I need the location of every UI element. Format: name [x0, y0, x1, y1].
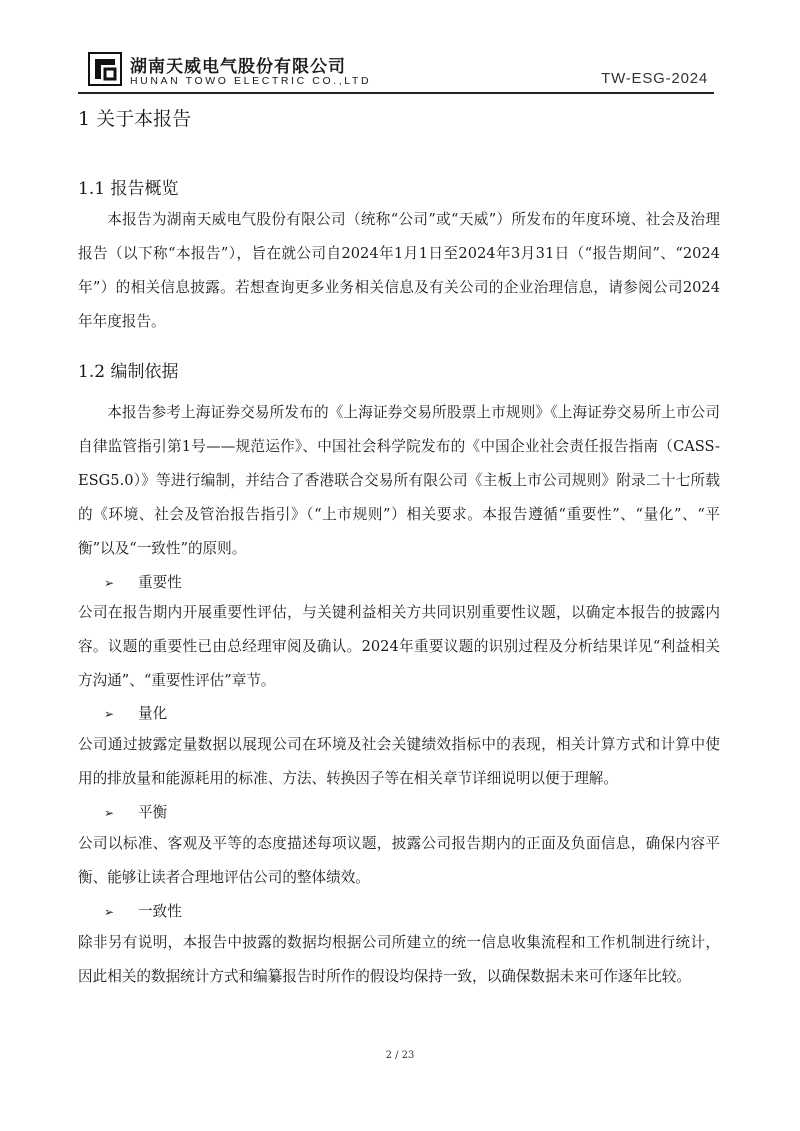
principle-text: 公司以标准、客观及平等的态度描述每项议题，披露公司报告期内的正面及负面信息，确保内容平衡、能够让读者合理地评估公司的整体绩效。 [78, 835, 720, 886]
section-1-2-title: 1.2 编制依据 [78, 362, 179, 382]
section-1-2-paragraph: 本报告参考上海证券交易所发布的《上海证券交易所股票上市规则》《上海证券交易所上市公司自律监管指引第1号——规范运作》、中国社会科学院发布的《中国企业社会责任报告指南（CASS-ESG5.0）》等进行编制，并结合了香港联合交易所有限公司《主板上市公司规则》附录二十七所载的《环境、社会及管治报告指引》（“上市规则”）相关要求。本报告遵循“重要性”、“量化”、“平衡”以及“一致性”的原则。 [78, 404, 720, 557]
principle-label: 平衡 [138, 804, 168, 821]
principle-label: 一致性 [138, 903, 182, 920]
arrow-bullet-icon: ➢ [104, 905, 115, 919]
section-1-1-title: 1.1 报告概览 [78, 179, 179, 199]
company-name-cn: 湖南天威电气股份有限公司 [130, 57, 346, 77]
arrow-bullet-icon: ➢ [104, 806, 115, 820]
principle-text: 除非另有说明，本报告中披露的数据均根据公司所建立的统一信息收集流程和工作机制进行统计，因此相关的数据统计方式和编纂报告时所作的假设均保持一致，以确保数据未来可作逐年比较。 [78, 934, 720, 985]
arrow-bullet-icon: ➢ [104, 707, 115, 721]
principle-text: 公司在报告期内开展重要性评估，与关键利益相关方共同识别重要性议题，以确定本报告的披露内容。议题的重要性已由总经理审阅及确认。2024年重要议题的识别过程及分析结果详见“利益相关方沟通”、“重要性评估”章节。 [78, 604, 720, 689]
principle-text: 公司通过披露定量数据以展现公司在环境及社会关键绩效指标中的表现，相关计算方式和计算中使用的排放量和能源耗用的标准、方法、转换因子等在相关章节详细说明以便于理解。 [78, 736, 720, 787]
header-divider [78, 92, 714, 94]
document-code: TW-ESG-2024 [601, 70, 708, 87]
company-logo-icon [88, 52, 122, 86]
page-number: 2 / 23 [385, 1050, 415, 1061]
company-name-en: HUNAN TOWO ELECTRIC CO.,LTD [130, 75, 372, 87]
principle-heading [104, 900, 182, 921]
section-1-title: 1 关于本报告 [78, 108, 192, 130]
principle-heading [104, 571, 182, 592]
arrow-bullet-icon: ➢ [104, 576, 115, 590]
section-1-1-paragraph: 本报告为湖南天威电气股份有限公司（统称“公司”或“天威”）所发布的年度环境、社会及治理报告（以下称“本报告”），旨在就公司自2024年1月1日至2024年3月31日（“报告期间”、“2024年”）的相关信息披露。若想查询更多业务相关信息及有关公司的企业治理信息，请参阅公司2024年年度报告。 [78, 211, 720, 330]
principle-label: 重要性 [138, 574, 182, 591]
principle-label: 量化 [138, 705, 168, 722]
principle-heading [104, 801, 167, 822]
page-header [78, 52, 714, 94]
principle-heading [104, 702, 167, 723]
